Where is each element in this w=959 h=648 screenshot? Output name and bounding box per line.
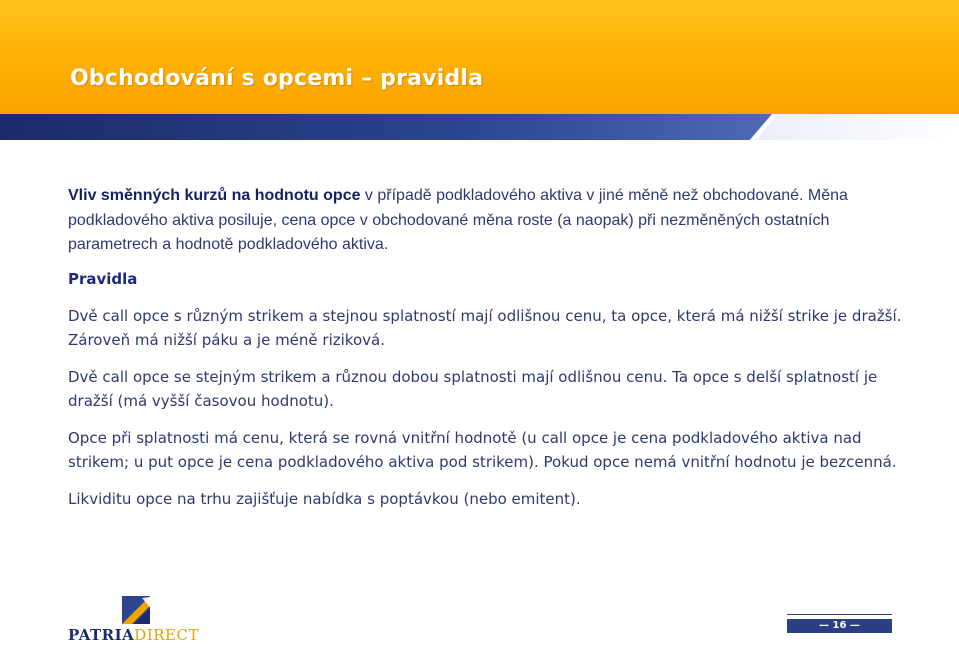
rules-heading: Pravidla [68,269,138,288]
page-number-rule [787,614,892,615]
page-number-value: 16 [832,620,847,631]
banner-stripe [0,114,959,140]
intro-rest-text: v případě podkladového aktiva v jiné měně než obchodované. Měna podkladového aktiva posiluje, cena opce v obchodované měna roste (a naopak) při nezměněných ostatních parametrech a hodnotě podkladového aktiva. [68,187,848,253]
rule-paragraph: Likviditu opce na trhu zajišťuje nabídka s poptávkou (nebo emitent). [68,489,581,508]
patria-arrow-logo-icon [120,594,160,628]
title-banner [0,0,959,140]
slide-content [68,184,918,523]
rule-paragraph: Dvě call opce s různým strikem a stejnou splatností mají odlišnou cenu, ta opce, která má nižší strike je dražší. Zároveň má nižší páku a je méně riziková. [68,306,902,349]
patria-direct-logo [68,594,208,646]
page-title: Obchodování s opcemi – pravidla [70,66,484,91]
rule-paragraph: Opce při splatnosti má cenu, která se rovná vnitřní hodnotě (u call opce je cena podkladového aktiva nad strikem; u put opce je cena podkladového aktiva pod strikem). Pokud opce nemá vnitřní hodnotu je bezcenná. [68,428,897,471]
logo-wordmark [68,626,199,644]
logo-direct: DIRECT [134,626,199,644]
intro-bold-text: Vliv směnných kurzů na hodnotu opce [68,187,361,204]
intro-paragraph [68,184,918,258]
page-number: — 16 — [787,619,892,633]
rule-paragraph: Dvě call opce se stejným strikem a různou dobou splatnosti mají odlišnou cenu. Ta opce s delší splatností je dražší (má vyšší časovou hodnotu). [68,367,878,410]
logo-patria: PATRIA [68,626,135,644]
